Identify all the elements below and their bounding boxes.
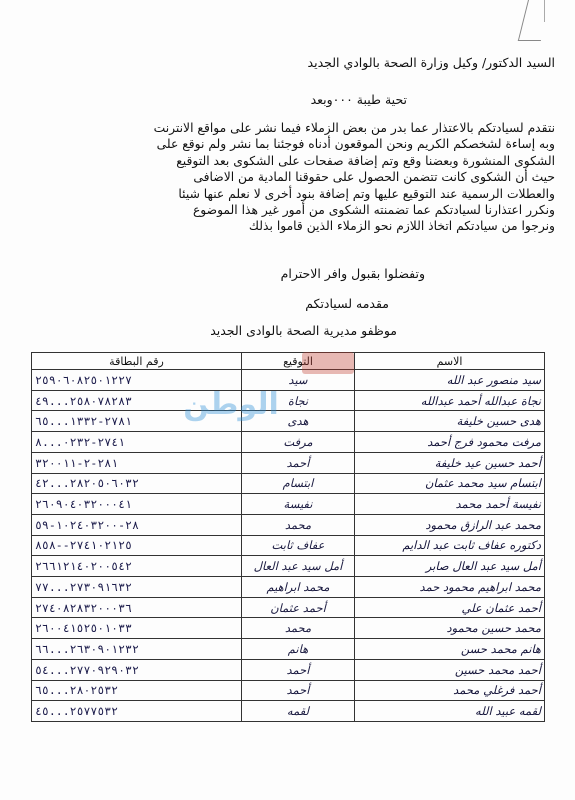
row-name: محمد حسين محمود [355,618,545,639]
row-card-number: ٢٨١-٢-٣٢٠٠١١ [32,452,242,473]
row-card-number: ٢٦٠٠٤١٥٢٥٠١٠٣٣ [32,618,242,639]
row-signature: محمد [242,514,355,535]
row-name: هانم محمد حسن [355,639,545,660]
row-card-number: ٢٦٠٩٠٤٠٣٢٠٠٠٤١ [32,494,242,515]
row-name: أحمد حسين عيد خليفة [355,452,545,473]
table-row [32,556,545,577]
row-card-number: ٢٦٦١٢١٤٠٢٠٠٥٤٢ [32,556,242,577]
table-row [32,639,545,660]
table-row [32,577,545,598]
row-signature: ابتسام [242,473,355,494]
table-row [32,494,545,515]
row-card-number: ٢٥٨٠٧٨٢٨٣...٤٩ [32,390,242,411]
row-name: محمد ابراهيم محمود حمد [355,577,545,598]
row-name: نفيسة أحمد محمد [355,494,545,515]
table-row [32,597,545,618]
table-header-row [32,353,545,370]
row-name: نجاة عبدالله أحمد عبدالله [355,390,545,411]
row-card-number: ٢٧٧٠٩٢٩٠٣٢...٥٤ [32,659,242,680]
employees-line: موظفو مديرية الصحة بالوادى الجديد [210,323,397,338]
table-row [32,659,545,680]
row-card-number: ٢٨٢٠٥٠٦٠٣٢...٤٢ [32,473,242,494]
watermark-text: الوطن [183,387,279,422]
row-name: أحمد عثمان علي [355,597,545,618]
greeting-line: تحية طيبة ٠٠٠وبعد [310,92,407,107]
row-card-number: ٢٧٣٠٩١٦٣٢...٧٧ [32,577,242,598]
row-signature: أحمد [242,659,355,680]
row-card-number: ٢٧٤١-٠٢٣٢...٨ [32,432,242,453]
table-row [32,432,545,453]
row-card-number: ٢٧٤١٠٢١٢٥--٨٥٨ [32,535,242,556]
page-corner-fold-edge [540,0,545,22]
row-name: سيد منصور عبد الله [355,370,545,391]
table-row [32,390,545,411]
table-row [32,473,545,494]
row-signature: سيد [242,370,355,391]
row-name: لقمه عبيد الله [355,701,545,722]
row-card-number: ٢٥٩٠٦٠٨٢٥٠١٢٢٧ [32,370,242,391]
row-name: مرفت محمود فرج أحمد [355,432,545,453]
row-signature: هانم [242,639,355,660]
row-signature: أحمد عثمان [242,597,355,618]
body-line: ونرجوا من سيادتكم اتخاذ اللازم نحو الزملاء الذين قاموا بذلك [248,219,555,234]
row-signature: أحمد [242,680,355,701]
row-signature: محمد ابراهيم [242,577,355,598]
signatures-table [31,352,545,722]
row-card-number: ٢٥٧٧٥٣٢...٤٥ [32,701,242,722]
row-name: هدى حسين خليفة [355,411,545,432]
row-signature: نفيسة [242,494,355,515]
body-line: وبه إساءة لشخصكم الكريم ونحن الموقعون أدناه فوجئنا بما نشر ولم نوقع على [156,137,555,152]
table-row [32,452,545,473]
row-card-number: ٢٨-١٠٢٤٠٣٢٠٠-٥٩ [32,514,242,535]
body-line: حيث أن الشكوى كانت تتضمن الحصول على حقوقنا المادية من الاضافى [193,170,555,185]
row-signature: عفاف ثابت [242,535,355,556]
body-line: والعطلات الرسمية عند التوقيع عليها وتم إضافة بنود أخرى لا نعلم عنها شيئا [178,186,555,201]
addressee-line: السيد الدكتور/ وكيل وزارة الصحة بالوادي الجديد [307,55,555,70]
table-row [32,411,545,432]
table-row [32,535,545,556]
row-name: محمد عبد الرازق محمود [355,514,545,535]
row-signature: مرفت [242,432,355,453]
header-name: الاسم [355,353,545,370]
row-name: أحمد محمد حسين [355,659,545,680]
body-line: ونكرر اعتذارنا لسيادتكم عما تضمنته الشكوى من أمور غير هذا الموضوع [192,203,555,218]
table-row [32,514,545,535]
row-signature: محمد [242,618,355,639]
row-name: أمل سيد عبد العال صابر [355,556,545,577]
row-card-number: ٢٨٠٢٥٣٢...٦٥ [32,680,242,701]
row-signature: هدى [242,411,355,432]
row-signature: أحمد [242,452,355,473]
row-card-number: ٢٦٣٠٩٠١٢٣٢...٦٦ [32,639,242,660]
table-row [32,370,545,391]
closing-line: وتفضلوا بقبول وافر الاحترام [280,266,425,281]
header-signature: التوقيع [242,353,355,370]
header-card-number: رقم البطاقة [32,353,242,370]
row-signature: أمل سيد عبد العال [242,556,355,577]
row-card-number: ٢٧٨١-١٣٣٢...٦٥ [32,411,242,432]
body-line: الشكوى المنشورة وبعضنا وقع وتم إضافة صفحات على الشكوى بعد التوقيع [176,153,555,168]
table-row [32,618,545,639]
row-signature: نجاة [242,390,355,411]
presented-by-line: مقدمه لسيادتكم [305,296,389,311]
row-card-number: ٢٧٤٠٨٢٨٣٢٠٠٠٣٦ [32,597,242,618]
row-signature: لقمه [242,701,355,722]
table-row [32,680,545,701]
row-name: دكتوره عفاف ثابت عبد الدايم [355,535,545,556]
row-name: أحمد فرغلي محمد [355,680,545,701]
body-line: نتقدم لسيادتكم بالاعتذار عما بدر من بعض الزملاء فيما نشر على مواقع الانترنت [153,121,555,135]
letter-body [50,120,555,235]
row-name: ابتسام سيد محمد عثمان [355,473,545,494]
table-row [32,701,545,722]
page-corner-fold [518,0,551,41]
